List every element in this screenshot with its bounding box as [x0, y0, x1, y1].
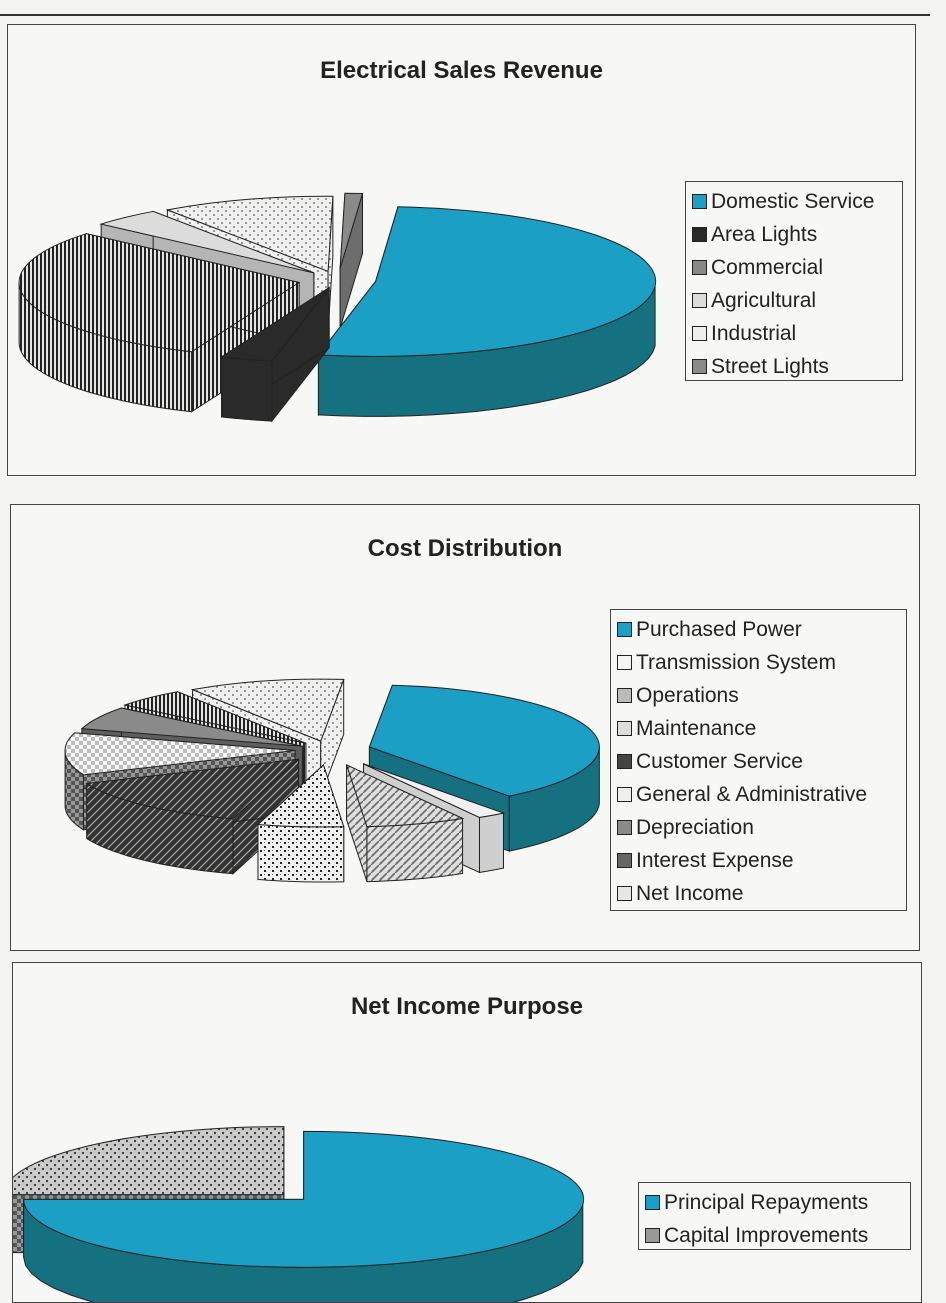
legend-label: Street Lights: [711, 354, 829, 378]
legend-item-industrial: [692, 317, 896, 350]
legend-item-capital-improvements: [645, 1219, 904, 1252]
legend-label: Purchased Power: [636, 617, 802, 641]
legend-item-interest-expense: [617, 844, 900, 877]
legend-item-domestic-service: [692, 185, 896, 218]
legend-item-area-lights: [692, 218, 896, 251]
legend-swatch: [645, 1228, 660, 1243]
legend-swatch: [692, 359, 707, 374]
legend-swatch: [617, 622, 632, 637]
legend-swatch: [617, 655, 632, 670]
legend-label: Area Lights: [711, 222, 818, 246]
legend-label: Agricultural: [711, 288, 817, 312]
legend-swatch: [617, 787, 632, 802]
legend-item-operations: [617, 679, 900, 712]
legend-item-principal-repayments: [645, 1186, 904, 1219]
chart-title: Net Income Purpose: [350, 993, 584, 1020]
legend-label: Transmission System: [636, 650, 836, 674]
legend-label: Principal Repayments: [664, 1190, 869, 1214]
legend-label: Operations: [636, 683, 739, 707]
legend-item-purchased-power: [617, 613, 900, 646]
legend-label: Interest Expense: [636, 848, 794, 872]
legend-swatch: [692, 260, 707, 275]
legend-swatch: [692, 194, 707, 209]
chart-panel-sales-revenue: [7, 24, 916, 476]
legend-label: Industrial: [711, 321, 797, 345]
legend-label: Net Income: [636, 881, 744, 905]
legend-label: Customer Service: [636, 749, 803, 773]
chart-panel-net-income-purpose: [12, 962, 922, 1303]
legend-swatch: [617, 820, 632, 835]
legend-swatch: [692, 293, 707, 308]
legend-swatch: [645, 1195, 660, 1210]
legend-item-agricultural: [692, 284, 896, 317]
legend-label: Commercial: [711, 255, 824, 279]
chart-panel-cost-distribution: [10, 504, 920, 951]
pie-slice-domestic-service: [318, 207, 655, 417]
legend-label: Maintenance: [636, 716, 757, 740]
legend-item-customer-service: [617, 745, 900, 778]
legend-item-depreciation: [617, 811, 900, 844]
legend-swatch: [617, 853, 632, 868]
legend-swatch: [692, 326, 707, 341]
legend-item-general-and-administrative: [617, 778, 900, 811]
chart-legend: [685, 181, 903, 381]
chart-title: Cost Distribution: [367, 535, 563, 562]
chart-legend: [610, 609, 907, 911]
chart-title: Electrical Sales Revenue: [320, 57, 603, 84]
legend-swatch: [617, 688, 632, 703]
legend-item-net-income: [617, 877, 900, 910]
legend-label: Domestic Service: [711, 189, 875, 213]
legend-item-transmission-system: [617, 646, 900, 679]
legend-item-commercial: [692, 251, 896, 284]
legend-swatch: [617, 721, 632, 736]
legend-swatch: [692, 227, 707, 242]
legend-label: General & Administrative: [636, 782, 868, 806]
chart-legend: [638, 1182, 911, 1250]
legend-item-maintenance: [617, 712, 900, 745]
top-rule: [0, 14, 930, 16]
legend-label: Capital Improvements: [664, 1223, 869, 1247]
legend-item-street-lights: [692, 350, 896, 383]
legend-swatch: [617, 886, 632, 901]
legend-label: Depreciation: [636, 815, 754, 839]
legend-swatch: [617, 754, 632, 769]
